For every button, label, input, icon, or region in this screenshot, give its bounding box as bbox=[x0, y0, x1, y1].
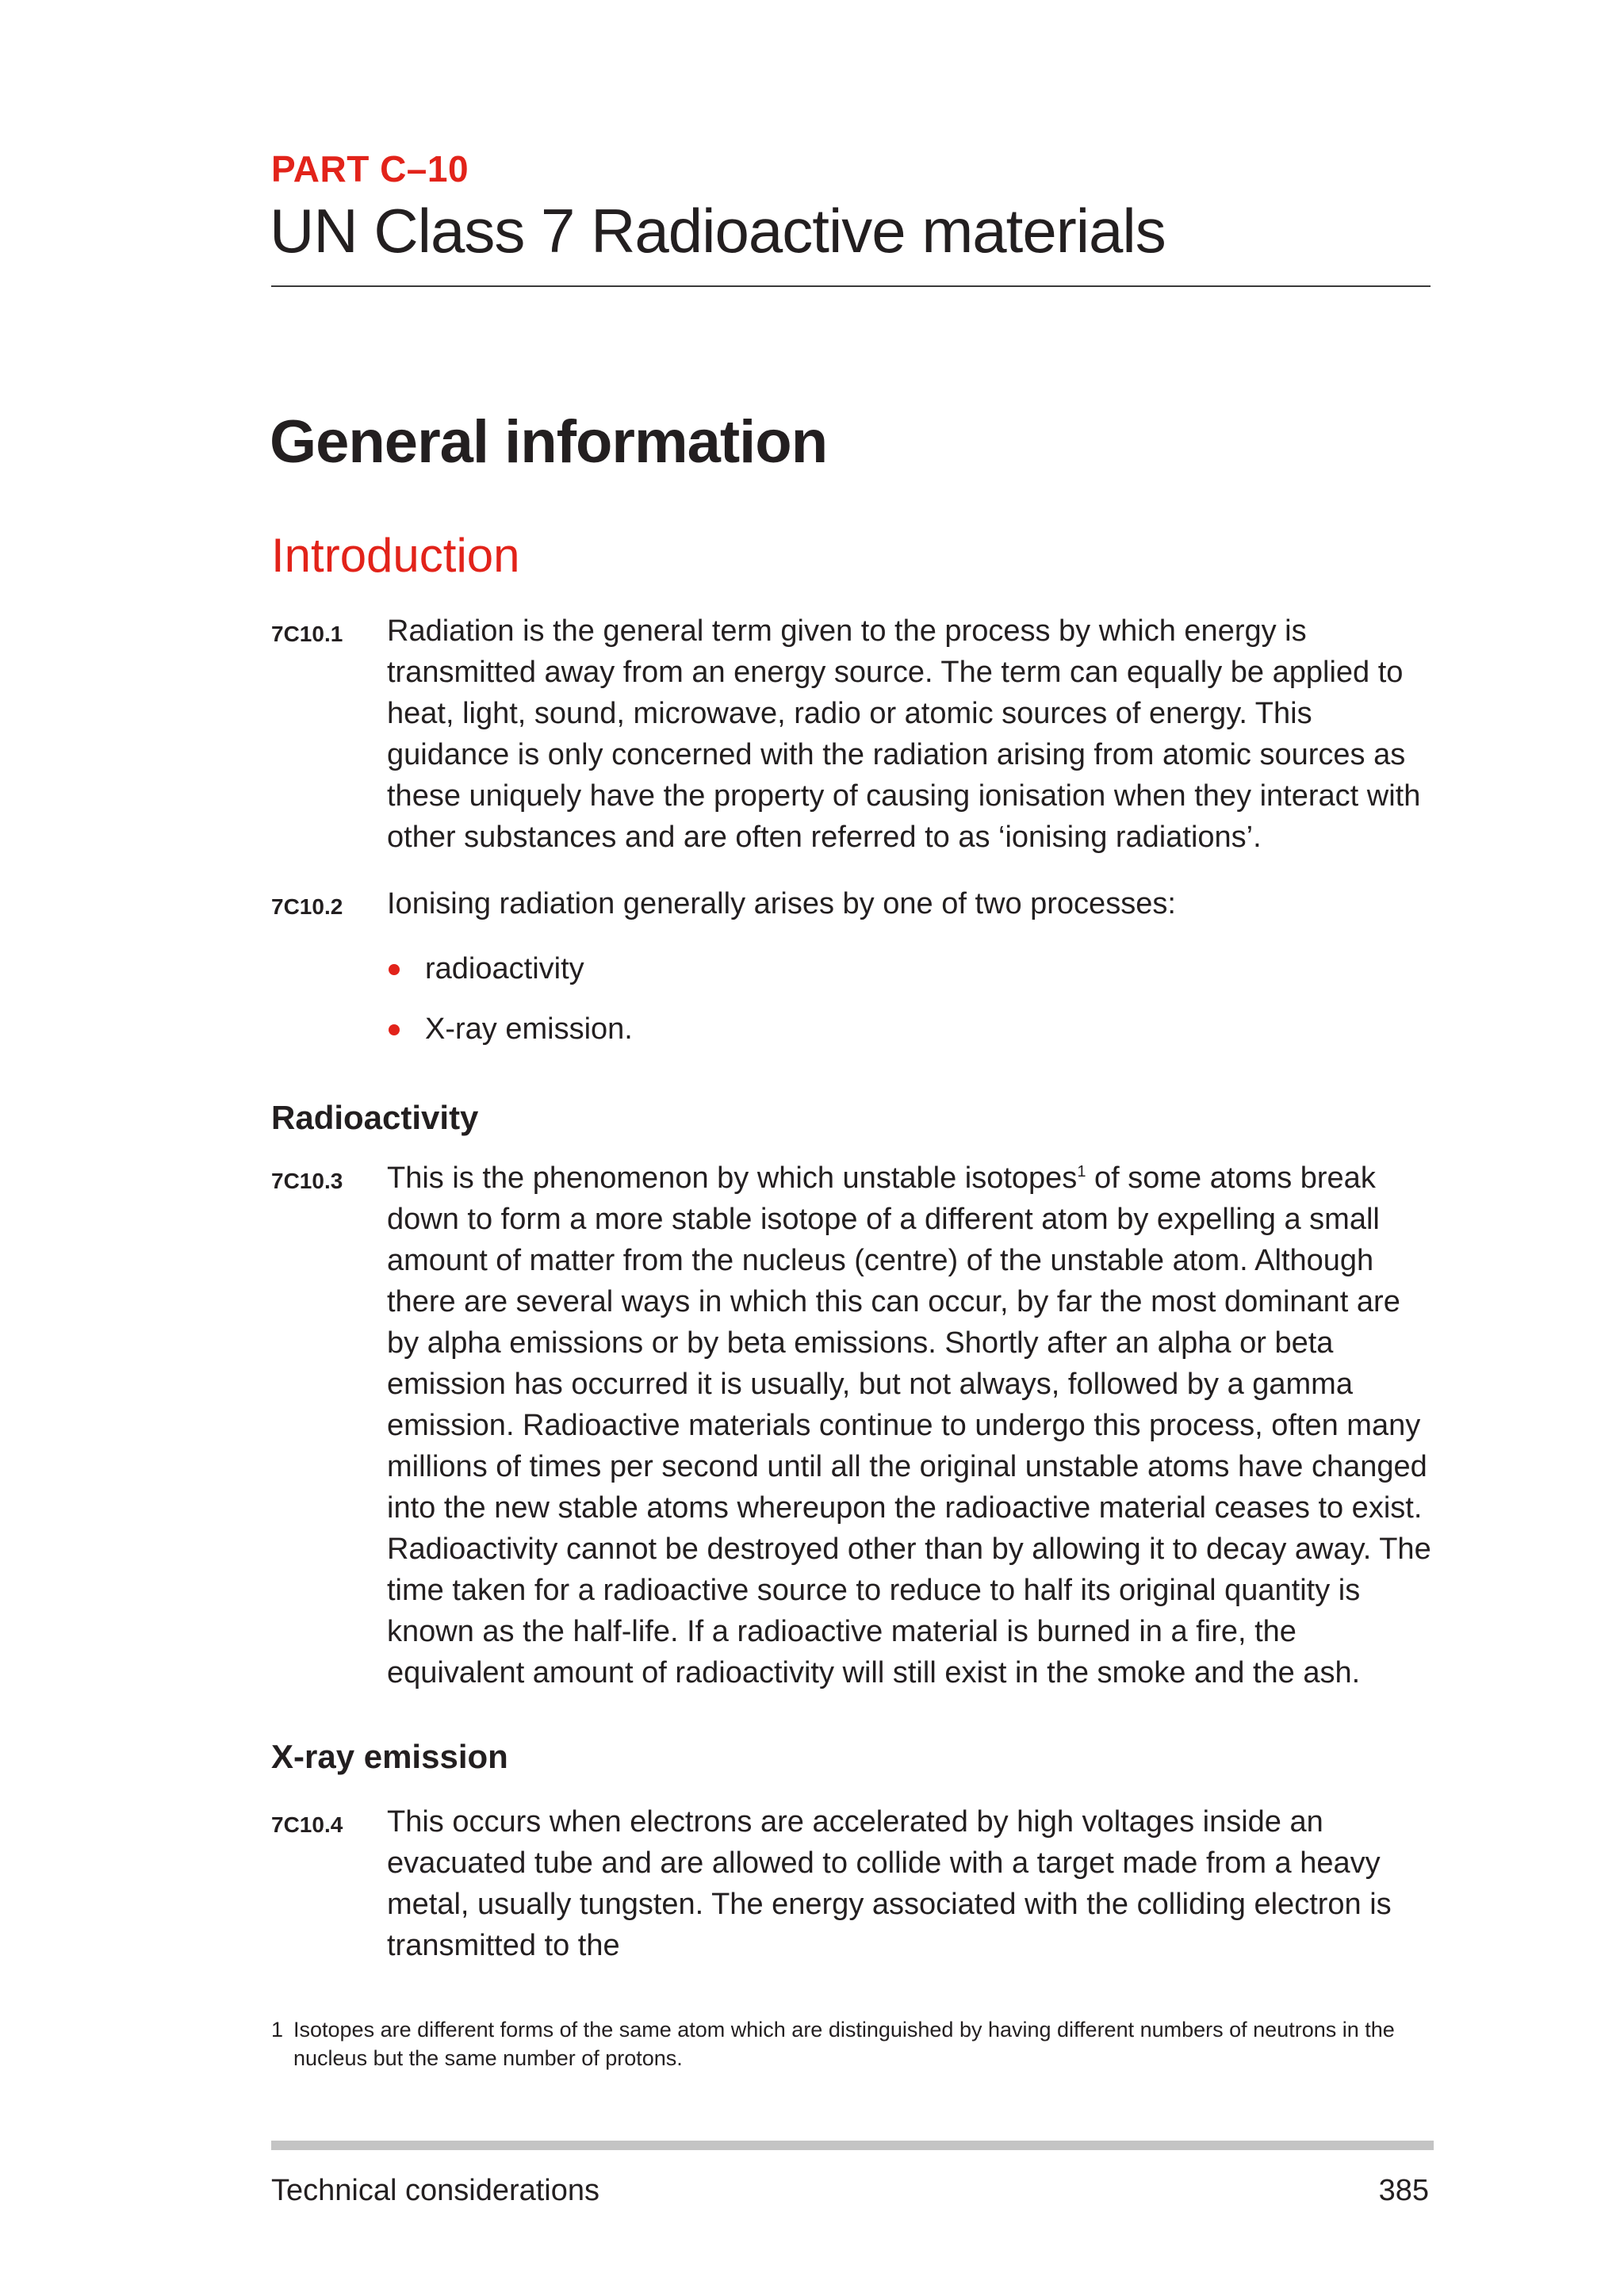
footnote bbox=[271, 2015, 1434, 2072]
paragraph-text: Ionising radiation generally arises by one of two processes: bbox=[387, 887, 1176, 920]
paragraph-number: 7C10.3 bbox=[271, 1169, 343, 1193]
part-label: PART C–10 bbox=[271, 148, 469, 189]
footnote-text: Isotopes are different forms of the same atom which are distinguished by having different numbers of neutrons in the nucleus but the same number of protons. bbox=[293, 2018, 1395, 2070]
footnote-number: 1 bbox=[271, 2018, 284, 2042]
paragraph-text: Radiation is the general term given to the process by which energy is transmitted away from an energy source. The term can equally be applied to heat, light, sound, microwave, radio or atomic sources of energy. This guidance is only concerned with the radiation arising from atomic sources as these uniquely have the property of causing ionisation when they interact with other substances and are often referred to as ‘ionising radiations’. bbox=[387, 614, 1421, 854]
paragraph-text bbox=[387, 1158, 1434, 1693]
section-title: General information bbox=[270, 408, 828, 476]
title-divider bbox=[271, 285, 1431, 287]
paragraph-7c10-3 bbox=[271, 1158, 1434, 1693]
list-item bbox=[387, 948, 633, 989]
paragraph-7c10-2 bbox=[271, 883, 1434, 924]
paragraph-text-end: of some atoms break down to form a more stable isotope of a different atom by expelling a small amount of matter from the nucleus (centre) of the unstable atom. Although there are several ways in which this can occur, by far the most dominant are by alpha emissions or by beta emissions. Shortly after an alpha or beta emission has occurred it is usually, but not always, followed by a gamma emission. Radioactive materials continue to undergo this process, often many millions of times per second until all the original unstable atoms have changed into the new stable atoms whereupon the radioactive material ceases to exist. Radioactivity cannot be destroyed other than by allowing it to decay away. The time taken for a radioactive source to reduce to half its original quantity is known as the half-life. If a radioactive material is burned in a fire, the equivalent amount of radioactivity will still exist in the smoke and the ash. bbox=[387, 1161, 1431, 1689]
xray-heading: X-ray emission bbox=[271, 1738, 508, 1775]
bullet-icon bbox=[389, 964, 400, 975]
paragraph-number: 7C10.1 bbox=[271, 622, 343, 646]
list-item-text: radioactivity bbox=[425, 952, 584, 985]
page-number: 385 bbox=[1378, 2174, 1429, 2207]
list-item-text: X-ray emission. bbox=[425, 1012, 633, 1046]
paragraph-text: This occurs when electrons are accelerated by high voltages inside an evacuated tube and are allowed to collide with a target made from a heavy metal, usually tungsten. The energy associated with the colliding electron is transmitted to the bbox=[387, 1805, 1392, 1962]
paragraph-7c10-4 bbox=[271, 1801, 1434, 1966]
part-title: UN Class 7 Radioactive materials bbox=[270, 196, 1166, 266]
radioactivity-heading: Radioactivity bbox=[271, 1099, 479, 1136]
footer-section-name: Technical considerations bbox=[271, 2174, 600, 2207]
footer-divider bbox=[271, 2141, 1434, 2150]
section-subtitle: Introduction bbox=[271, 529, 520, 582]
paragraph-text-start: This is the phenomenon by which unstable isotopes bbox=[387, 1161, 1078, 1195]
process-list bbox=[387, 948, 633, 1069]
footnote-reference: 1 bbox=[1077, 1163, 1086, 1181]
paragraph-7c10-1 bbox=[271, 610, 1434, 858]
paragraph-number: 7C10.4 bbox=[271, 1812, 343, 1837]
paragraph-number: 7C10.2 bbox=[271, 894, 343, 919]
list-item bbox=[387, 1008, 633, 1050]
bullet-icon bbox=[389, 1024, 400, 1035]
